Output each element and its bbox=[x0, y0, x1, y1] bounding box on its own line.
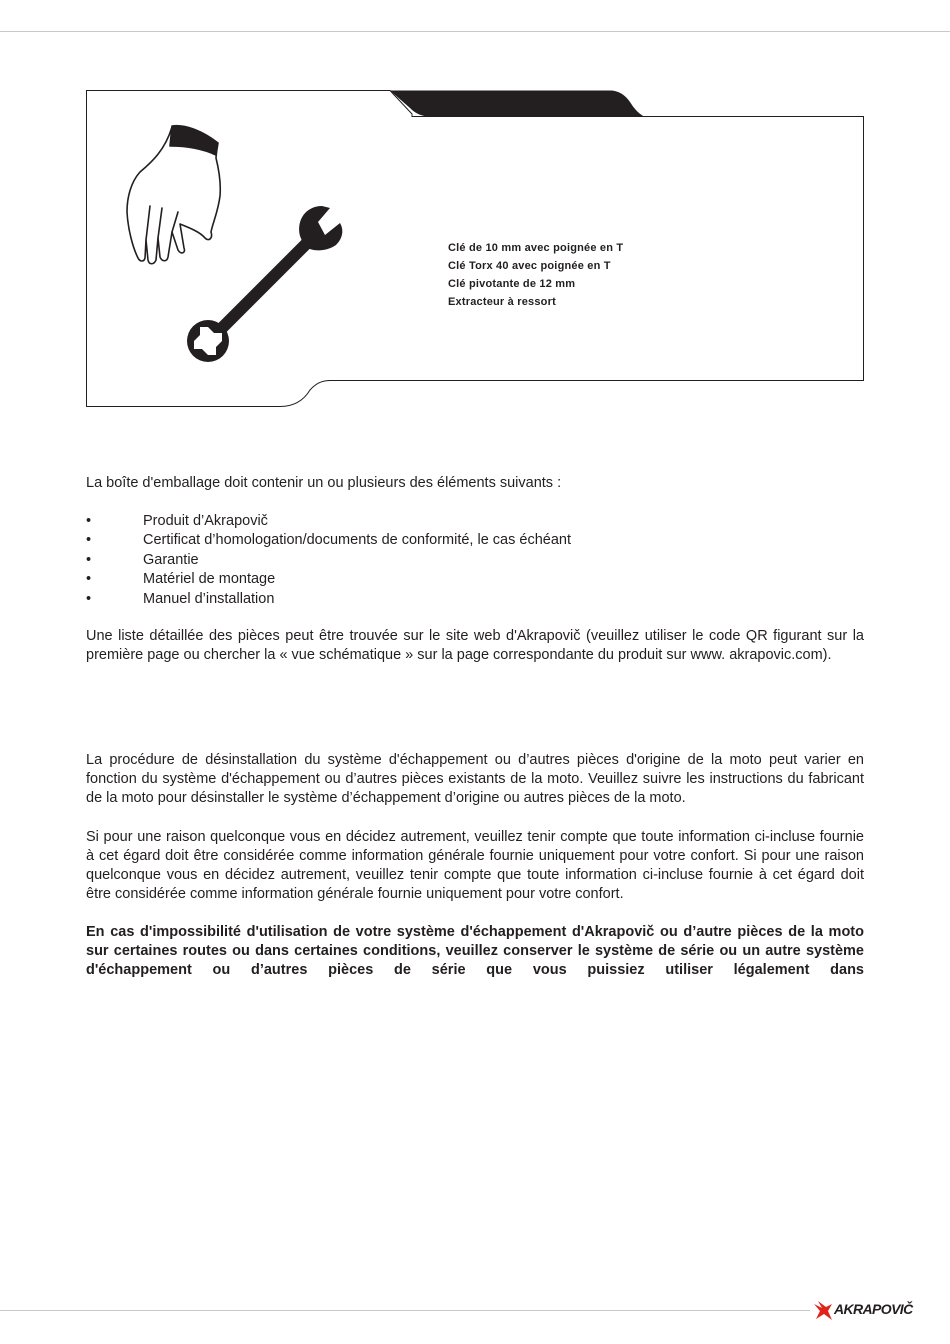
bullet: • bbox=[86, 551, 92, 568]
tool-item: Clé pivotante de 12 mm bbox=[448, 278, 576, 290]
tool-item: Extracteur à ressort bbox=[448, 296, 556, 308]
scorpion-icon bbox=[812, 1298, 834, 1322]
removal-paragraph-1: La procédure de désinstallation du système d'échappement ou d’autres pièces d'origine de la moto peut varier en fonction du système d'échappement ou d’autres pièces existants de la moto. Veuillez suivre les instructions du fabricant de la moto pour désinstaller le système d’échappement d’origine ou autres pièces de la moto. bbox=[86, 752, 864, 806]
list-item-label: Matériel de montage bbox=[143, 571, 276, 588]
tools-panel bbox=[0, 0, 950, 420]
tool-item: Clé de 10 mm avec poignée en T bbox=[448, 242, 624, 254]
bullet: • bbox=[86, 532, 92, 549]
warning-paragraph: En cas d'impossibilité d'utilisation de votre système d'échappement d'Akrapovič ou d’autre pièces de la moto sur certaines routes ou dans certaines conditions, veuillez conserver le système de série ou un autre système d'échappement ou d’autres pièces de série que vous puissiez utiliser légalement dans bbox=[86, 924, 864, 978]
footer-rule bbox=[0, 1310, 810, 1311]
parts-note: Une liste détaillée des pièces peut être trouvée sur le site web d'Akrapovič (veuillez utiliser le code QR figurant sur la première page ou chercher la « vue schématique » sur la page correspondante du produit sur www. akrapovic.com). bbox=[86, 628, 864, 663]
list-item-label: Manuel d’installation bbox=[143, 590, 275, 607]
brand-logo-text: AKRAPOVIČ bbox=[834, 1301, 913, 1317]
list-item-label: Certificat d’homologation/documents de conformité, le cas échéant bbox=[143, 532, 571, 549]
tools-panel-tab bbox=[390, 91, 644, 117]
list-item-label: Garantie bbox=[143, 551, 199, 568]
removal-paragraph-2: Si pour une raison quelconque vous en décidez autrement, veuillez tenir compte que toute information ci-incluse fournie à cet égard doit être considérée comme information générale fournie uniquement pour votre confort. Si pour une raison quelconque vous en décidez autrement, veuillez tenir compte que toute information ci-incluse fournie à cet égard doit être considérée comme information générale fournie uniquement pour votre confort. bbox=[86, 829, 864, 902]
bullet: • bbox=[86, 513, 92, 529]
glove-icon bbox=[127, 126, 220, 264]
package-intro: La boîte d'emballage doit contenir un ou plusieurs des éléments suivants : bbox=[86, 475, 562, 491]
list-item-label: Produit d’Akrapovič bbox=[143, 513, 268, 529]
brand-logo bbox=[812, 1298, 913, 1322]
bullet: • bbox=[86, 571, 92, 588]
tools-list bbox=[448, 239, 623, 311]
bullet: • bbox=[86, 590, 92, 607]
tool-item: Clé Torx 40 avec poignée en T bbox=[448, 260, 611, 272]
